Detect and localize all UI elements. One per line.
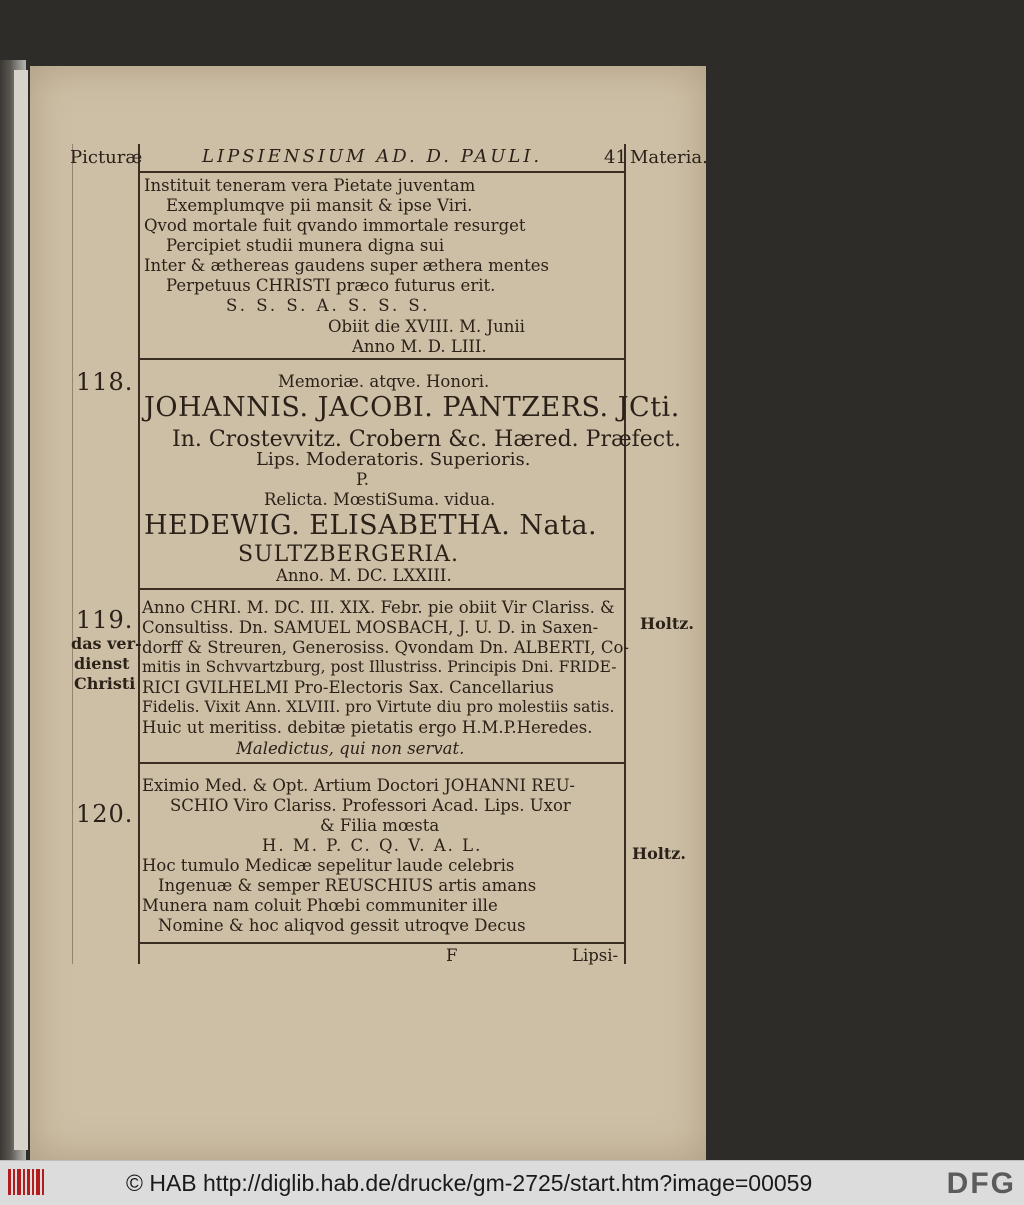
margin-note: Christi bbox=[74, 674, 136, 693]
inscription-line: SULTZBERGERIA. bbox=[238, 542, 459, 567]
page-edge bbox=[14, 70, 28, 1150]
running-head: LIPSIENSIUM AD. D. PAULI. bbox=[202, 146, 543, 167]
inscription-line: RICI GVILHELMI Pro-Electoris Sax. Cancellarius bbox=[142, 678, 554, 697]
abbreviation-line: S. S. S. A. S. S. S. bbox=[226, 296, 431, 315]
copyright-link[interactable]: © HAB http://diglib.hab.de/drucke/gm-2725/start.htm?image=00059 bbox=[126, 1170, 813, 1196]
death-year: Anno M. D. LIII. bbox=[352, 337, 487, 356]
verse-line: Ingenuæ & semper REUSCHIUS artis amans bbox=[158, 876, 537, 895]
header-left-label: Picturæ bbox=[70, 147, 143, 168]
inscription-curse: Maledictus, qui non servat. bbox=[236, 739, 465, 758]
inscription-line: & Filia mœsta bbox=[320, 816, 440, 835]
entry-divider bbox=[138, 762, 626, 764]
inscription-line: SCHIO Viro Clariss. Professori Acad. Lips. Uxor bbox=[170, 796, 571, 815]
inscription-line: Anno CHRI. M. DC. III. XIX. Febr. pie obiit Vir Clariss. & bbox=[142, 598, 615, 617]
catchword: Lipsi- bbox=[572, 946, 619, 965]
entry-divider bbox=[138, 358, 626, 360]
signature-mark: F bbox=[446, 946, 458, 965]
verse-line: Nomine & hoc aliqvod gessit utroqve Decus bbox=[158, 916, 526, 935]
entry-number-120: 120. bbox=[76, 800, 134, 828]
material-note: Holtz. bbox=[640, 614, 694, 633]
outer-left-line bbox=[72, 144, 73, 964]
inscription-name: JOHANNIS. JACOBI. PANTZERS. JCti. bbox=[144, 392, 680, 423]
inscription-line: Eximio Med. & Opt. Artium Doctori JOHANNI REU- bbox=[142, 776, 575, 795]
inscription-line: In. Crostevvitz. Crobern &c. Hæred. Præfect. bbox=[172, 427, 681, 452]
inscription-line: Huic ut meritiss. debitæ pietatis ergo H.M.P.Heredes. bbox=[142, 718, 593, 737]
verse-line: Munera nam coluit Phœbi communiter ille bbox=[142, 896, 498, 915]
header-right-label: Materia. bbox=[630, 147, 708, 168]
viewer-footer bbox=[0, 1160, 1024, 1205]
verse-line: Instituit teneram vera Pietate juventam bbox=[144, 176, 476, 195]
entry-divider bbox=[138, 588, 626, 590]
inscription-line: Memoriæ. atqve. Honori. bbox=[278, 372, 490, 391]
inscription-line: Lips. Moderatoris. Superioris. bbox=[256, 449, 531, 470]
verse-line: Hoc tumulo Medicæ sepelitur laude celebris bbox=[142, 856, 515, 875]
left-column-line bbox=[138, 144, 140, 964]
book-page bbox=[30, 66, 706, 1160]
hab-barcode-icon bbox=[8, 1169, 44, 1195]
verse-line: Exemplumqve pii mansit & ipse Viri. bbox=[166, 196, 473, 215]
death-date: Obiit die XVIII. M. Junii bbox=[328, 317, 525, 336]
material-note: Holtz. bbox=[632, 844, 686, 863]
abbreviation-line: H. M. P. C. Q. V. A. L. bbox=[262, 836, 483, 855]
inscription-line: P. bbox=[356, 470, 370, 489]
verse-line: Inter & æthereas gaudens super æthera mentes bbox=[144, 256, 549, 275]
inscription-line: Consultiss. Dn. SAMUEL MOSBACH, J. U. D. in Saxen- bbox=[142, 618, 599, 637]
right-column-line bbox=[624, 144, 626, 964]
inscription-line: Fidelis. Vixit Ann. XLVIII. pro Virtute diu pro molestiis satis. bbox=[142, 698, 615, 716]
verse-line: Perpetuus CHRISTI præco futurus erit. bbox=[166, 276, 496, 295]
dfg-logo: DFG bbox=[946, 1167, 1016, 1200]
entry-number-118: 118. bbox=[76, 368, 134, 396]
margin-note: dienst bbox=[74, 654, 130, 673]
page-number: 41 bbox=[604, 147, 627, 168]
inscription-line: dorff & Streuren, Generosiss. Qvondam Dn. ALBERTI, Co- bbox=[142, 638, 629, 657]
inscription-line: mitis in Schvvartzburg, post Illustriss. Principis Dni. FRIDE- bbox=[142, 658, 617, 676]
inscription-name: HEDEWIG. ELISABETHA. Nata. bbox=[144, 510, 598, 541]
margin-note: das ver- bbox=[71, 634, 142, 653]
entry-number-119: 119. bbox=[76, 606, 134, 634]
inscription-line: Relicta. MœstiSuma. vidua. bbox=[264, 490, 496, 509]
verse-line: Percipiet studii munera digna sui bbox=[166, 236, 445, 255]
verse-line: Qvod mortale fuit qvando immortale resurget bbox=[144, 216, 526, 235]
header-rule bbox=[138, 171, 626, 173]
bottom-rule bbox=[138, 942, 626, 944]
inscription-year: Anno. M. DC. LXXIII. bbox=[276, 566, 452, 585]
